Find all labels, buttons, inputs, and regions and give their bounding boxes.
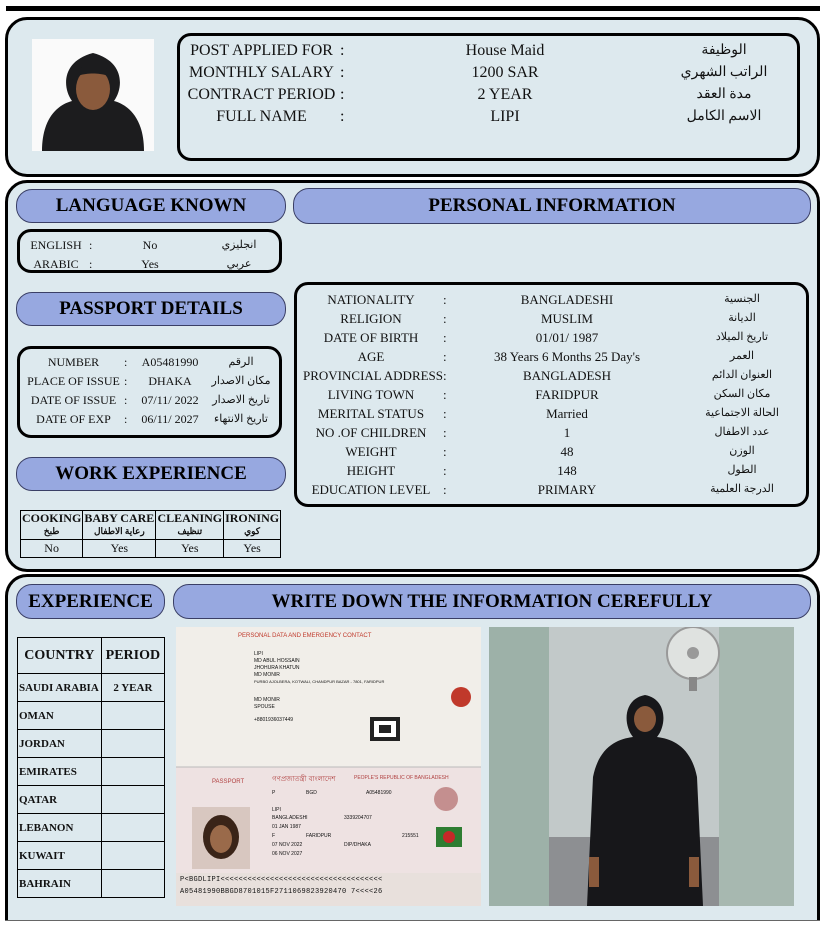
work-column-ar: طبخ [43, 526, 60, 536]
work-column-en: IRONING [225, 511, 280, 525]
scan-expiry-date: 06 NOV 2027 [272, 851, 303, 857]
work-column-header [224, 511, 281, 540]
header-label: CONTRACT PERIOD [187, 86, 336, 103]
experience-country: JORDAN [18, 730, 102, 758]
experience-period [101, 702, 164, 730]
header-label: FULL NAME [216, 108, 307, 125]
personal-colon: : [443, 406, 447, 421]
personal-label: WEIGHT [345, 444, 397, 459]
experience-country: EMIRATES [18, 758, 102, 786]
passport-scan-image [176, 627, 481, 906]
scan-father: MD ABUL HOSSAIN [254, 658, 300, 664]
work-column-header [156, 511, 224, 540]
personal-value: 148 [557, 463, 577, 478]
personal-arabic: الجنسية [724, 293, 760, 305]
personal-colon: : [443, 330, 447, 345]
header-label: MONTHLY SALARY [189, 64, 334, 81]
personal-value: Married [546, 406, 588, 421]
work-column-header [21, 511, 83, 540]
passport-label: PLACE OF ISSUE [27, 374, 120, 388]
scan-number: A05481990 [366, 790, 392, 796]
scan-nationality: BANGLADESHI [272, 815, 308, 821]
scan-issue-date: 07 NOV 2022 [272, 842, 303, 848]
experience-period: 2 YEAR [101, 674, 164, 702]
experience-country: BAHRAIN [18, 870, 102, 898]
scan-dob: 01 JAN 1987 [272, 824, 301, 830]
work-column-en: BABY CARE [84, 511, 155, 525]
language-value: No [142, 238, 158, 252]
work-title: WORK EXPERIENCE [16, 457, 286, 491]
personal-colon: : [443, 349, 447, 364]
personal-value: PRIMARY [537, 482, 597, 497]
passport-arabic: مكان الاصدار [211, 375, 271, 387]
personal-arabic: العمر [729, 350, 755, 362]
personal-value: FARIDPUR [535, 387, 599, 402]
experience-row [18, 842, 165, 870]
scan-pid: 3339204707 [344, 815, 372, 821]
passport-colon: : [124, 374, 128, 388]
work-table [20, 510, 281, 558]
personal-arabic: مكان السكن [713, 388, 771, 400]
passport-colon: : [124, 355, 128, 369]
scan-type: P [272, 790, 276, 796]
personal-colon: : [443, 387, 447, 402]
personal-value: MUSLIM [540, 311, 593, 326]
scan-country-en: PEOPLE'S REPUBLIC OF BANGLADESH [354, 775, 449, 781]
experience-row [18, 730, 165, 758]
passport-colon: : [124, 412, 128, 426]
personal-label: EDUCATION LEVEL [311, 482, 431, 497]
personal-arabic: الديانة [728, 312, 756, 324]
personal-title: PERSONAL INFORMATION [293, 188, 811, 224]
header-arabic: مدة العقد [696, 87, 752, 102]
experience-period [101, 842, 164, 870]
emergency-header: PERSONAL DATA AND EMERGENCY CONTACT [238, 633, 372, 639]
language-value: Yes [141, 257, 159, 271]
experience-period [101, 814, 164, 842]
language-title: LANGUAGE KNOWN [16, 189, 286, 223]
personal-value: 01/01/ 1987 [535, 330, 599, 345]
experience-header-row [18, 638, 165, 674]
personal-arabic: الوزن [729, 445, 755, 457]
scan-mrz-line-2: A05481990BBGD8701015F2711069823920470 7<<<<26 [180, 888, 383, 896]
work-column-en: CLEANING [157, 511, 223, 525]
scan-spouse: MD MONIR [254, 672, 280, 678]
personal-arabic: تاريخ الميلاد [715, 331, 769, 343]
experience-period [101, 730, 164, 758]
header-value: House Maid [465, 42, 545, 59]
experience-country: QATAR [18, 786, 102, 814]
personal-value: BANGLADESH [522, 368, 612, 383]
experience-row [18, 674, 165, 702]
personal-label: RELIGION [340, 311, 402, 326]
experience-country: KUWAIT [18, 842, 102, 870]
personal-colon: : [443, 311, 447, 326]
scan-name: LIPI [254, 651, 263, 657]
language-label: ARABIC [33, 257, 79, 271]
header-colon: : [340, 42, 345, 59]
bottom-rule [5, 920, 820, 921]
work-column-en: COOKING [21, 511, 82, 525]
passport-label: DATE OF ISSUE [30, 393, 117, 407]
banner-title: WRITE DOWN THE INFORMATION CEREFULLY [173, 584, 811, 619]
work-column-ar: رعاية الاطفال [94, 526, 145, 536]
scan-phone: +8801936037449 [254, 717, 294, 723]
work-column-value: Yes [83, 540, 156, 558]
header-colon: : [340, 64, 345, 81]
passport-colon: : [124, 393, 128, 407]
scan-contact-name: MD MONIR [254, 697, 280, 703]
passport-arabic: تاريخ الاصدار [212, 394, 270, 406]
experience-header-period: PERIOD [101, 638, 164, 674]
header-value: LIPI [490, 108, 520, 125]
scan-prev-no: 215551 [402, 833, 419, 839]
top-rule [6, 6, 820, 11]
header-arabic: الوظيفة [701, 43, 747, 58]
scan-birthplace: FARIDPUR [306, 833, 332, 839]
experience-period [101, 870, 164, 898]
header-arabic: الراتب الشهري [680, 65, 768, 80]
experience-row [18, 814, 165, 842]
passport-value: 06/11/ 2027 [141, 412, 199, 426]
personal-value: 48 [560, 444, 574, 459]
language-colon: : [89, 257, 93, 271]
passport-title: PASSPORT DETAILS [16, 292, 286, 326]
profile-photo [32, 39, 154, 151]
scan-sex: F [272, 833, 276, 839]
personal-label: DATE OF BIRTH [323, 330, 419, 345]
personal-arabic: العنوان الدائم [711, 369, 773, 381]
language-label: ENGLISH [30, 238, 82, 252]
personal-label: AGE [357, 349, 385, 364]
work-column-ar: تنظيف [177, 526, 203, 536]
work-column-value: Yes [224, 540, 281, 558]
scan-given: LIPI [272, 807, 281, 813]
passport-arabic: الرقم [228, 356, 254, 368]
experience-row [18, 758, 165, 786]
experience-period [101, 786, 164, 814]
personal-arabic: الدرجة العلمية [710, 483, 774, 495]
work-column-value: Yes [156, 540, 224, 558]
header-colon: : [340, 86, 345, 103]
passport-value: 07/11/ 2022 [141, 393, 199, 407]
experience-country: OMAN [18, 702, 102, 730]
personal-colon: : [443, 444, 447, 459]
personal-value: BANGLADESHI [520, 292, 614, 307]
header-arabic: الاسم الكامل [686, 109, 762, 124]
experience-header-country: COUNTRY [18, 638, 102, 674]
header-value: 2 YEAR [477, 86, 533, 103]
personal-colon: : [443, 463, 447, 478]
personal-value: 38 Years 6 Months 25 Day's [493, 349, 641, 364]
scan-mrz-line-1: P<BGDLIPI<<<<<<<<<<<<<<<<<<<<<<<<<<<<<<<<<<<< [180, 876, 383, 884]
header-value: 1200 SAR [471, 64, 539, 81]
passport-label: DATE OF EXP [36, 412, 111, 426]
scan-relationship: SPOUSE [254, 704, 275, 710]
work-column-ar: كوي [244, 526, 261, 536]
experience-period [101, 758, 164, 786]
scan-passport-label: PASSPORT [212, 779, 245, 785]
scan-code: BGD [306, 790, 317, 796]
experience-country: SAUDI ARABIA [18, 674, 102, 702]
full-body-photo [489, 627, 794, 906]
language-arabic: انجليزي [221, 239, 257, 251]
header-colon: : [340, 108, 345, 125]
personal-label: PROVINCIAL ADDRESS [303, 368, 444, 383]
personal-colon: : [443, 368, 447, 383]
personal-arabic: الحالة الاجتماعية [705, 407, 779, 419]
passport-label: NUMBER [47, 355, 100, 369]
experience-country: LEBANON [18, 814, 102, 842]
personal-label: HEIGHT [346, 463, 396, 478]
passport-value: A05481990 [141, 355, 199, 369]
work-column-value: No [21, 540, 83, 558]
personal-arabic: عدد الاطفال [714, 426, 770, 438]
personal-label: NATIONALITY [327, 292, 415, 307]
personal-colon: : [443, 482, 447, 497]
personal-arabic: الطول [727, 464, 757, 476]
language-colon: : [89, 238, 93, 252]
personal-label: NO .OF CHILDREN [315, 425, 427, 440]
work-column-header [83, 511, 156, 540]
experience-table [17, 637, 165, 898]
scan-country-bn: গণপ্রজাতন্ত্রী বাংলাদেশ [272, 775, 336, 783]
experience-row [18, 702, 165, 730]
language-arabic: عربي [226, 258, 252, 270]
personal-label: LIVING TOWN [327, 387, 415, 402]
scan-mother: JHOHURA KHATUN [254, 665, 300, 671]
passport-arabic: تاريخ الانتهاء [214, 413, 268, 425]
scan-address: PURBO AJOLBERA, KOTWALI, CHANDPUR BAZAR - 7801, FARIDPUR [254, 679, 385, 684]
scan-authority: DIP/DHAKA [344, 842, 371, 848]
experience-row [18, 786, 165, 814]
personal-colon: : [443, 425, 447, 440]
personal-value: 1 [563, 425, 571, 440]
experience-row [18, 870, 165, 898]
personal-colon: : [443, 292, 447, 307]
header-label: POST APPLIED FOR [190, 42, 333, 59]
experience-title: EXPERIENCE [16, 584, 165, 619]
personal-label: MERITAL STATUS [317, 406, 425, 421]
passport-value: DHAKA [148, 374, 192, 388]
